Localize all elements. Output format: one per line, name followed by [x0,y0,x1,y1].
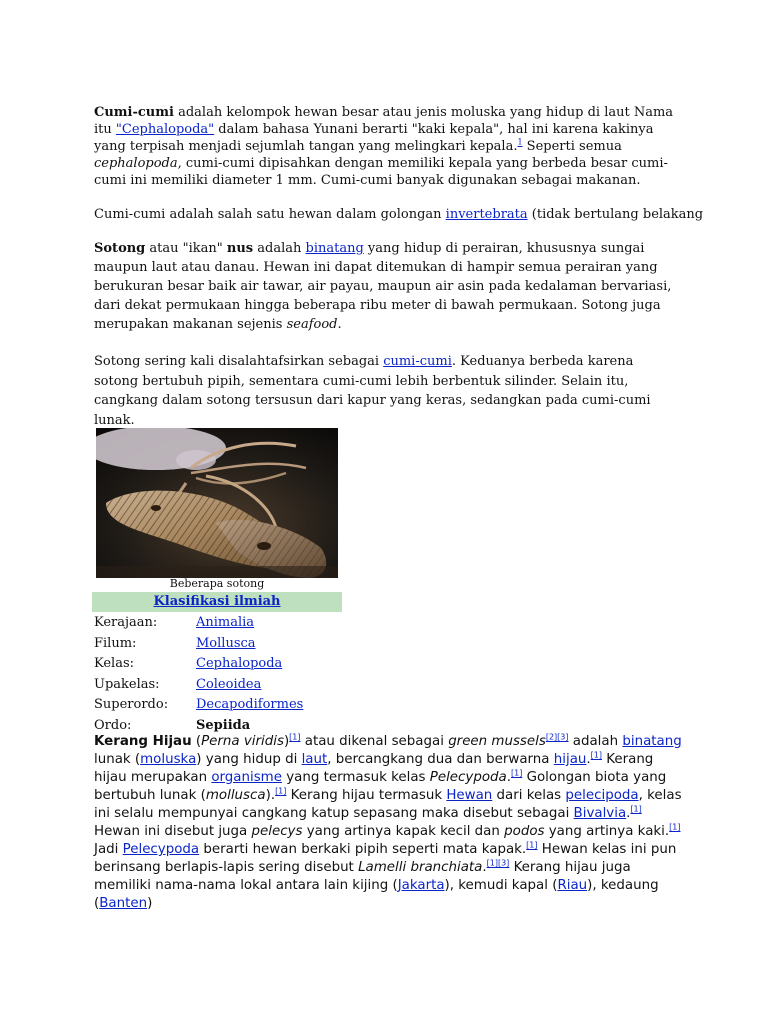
taxonomy-row-upakelas [94,675,354,696]
reference-link[interactable]: [1][3] [486,858,510,868]
text: Kerang hijau juga memiliki nama-nama lokal antara lain kijing ( [94,860,631,893]
italic-text: Perna viridis [201,734,284,749]
reference-link[interactable]: [1] [511,768,523,778]
text: adalah [568,734,623,749]
paragraph-sotong-comparison [94,352,679,430]
link-hewan[interactable]: Hewan [446,788,493,803]
link-cephalopoda[interactable]: "Cephalopoda" [115,122,215,137]
text: Hewan kelas ini pun berinsang berlapis-lapis sering disebut [94,842,677,875]
taxonomy-row-kerajaan [94,613,354,634]
text: . [586,752,591,767]
text: adalah kelompok hewan besar atau jenis moluska yang hidup di laut Nama itu [94,105,674,137]
text: ) [147,896,153,911]
text: ) [283,734,290,749]
reference-link[interactable]: 1 [517,137,523,147]
italic-text: Pelecypoda [429,770,507,785]
term-sotong: Sotong [94,241,146,256]
taxonomy-table [94,613,354,736]
text: , bercangkang dua dan berwarna [327,752,554,767]
text: (tidak bertulang belakang [527,207,704,222]
reference-link[interactable]: [1] [590,750,602,760]
italic-text: podos [504,824,545,839]
taxonomy-key: Upakelas: [94,676,160,692]
link-binatang[interactable]: binatang [622,734,682,749]
reference-link[interactable]: [1] [289,732,301,742]
taxonomy-key: Kelas: [94,656,135,671]
taxonomy-row-filum [94,634,354,655]
link-riau[interactable]: Riau [557,878,588,893]
text: Kerang hijau termasuk [286,788,447,803]
taxonomy-key: Filum: [94,635,137,651]
reference-link[interactable]: [1] [526,840,538,850]
text: , cumi-cumi dipisahkan dengan memiliki kepala yang berbeda besar cumi-cumi ini memiliki diameter 1 mm. Cumi-cumi banyak digunakan sebagai makanan. [94,156,668,188]
text: yang termasuk kelas [281,770,430,785]
photo-caption: Beberapa sotong [169,577,265,590]
term-nus: nus [226,241,254,256]
link-laut[interactable]: laut [301,752,328,767]
text: atau "ikan" [145,241,227,256]
taxonomy-value-link[interactable]: Cephalopoda [196,656,283,671]
text: dari kelas [492,788,566,803]
text: Hewan ini disebut juga [94,824,252,839]
link-hijau[interactable]: hijau [553,752,587,767]
text: yang hidup di perairan, khususnya sungai maupun laut atau danau. Hewan ini dapat ditemukan di hampir semua perairan yang berukuran besar baik air tawar, air payau, maupun air asin pada kedalaman bervariasi, dari dekat permukaan hingga beberapa ribu meter di bawah permukaan. Sotong juga merupakan makanan sejenis [94,241,672,332]
paragraph-invertebrata [94,206,714,223]
link-banten[interactable]: Banten [99,896,148,911]
reference-link[interactable]: [2][3] [545,732,569,742]
taxonomy-row-superordo [94,695,354,716]
term-kerang-hijau: Kerang Hijau [94,734,192,749]
taxonomy-value-link[interactable]: Coleoidea [196,676,262,692]
taxonomy-header [92,592,342,612]
taxonomy-value-link[interactable]: Decapodiformes [196,697,304,712]
taxonomy-row-kelas [94,654,354,675]
link-bivalvia[interactable]: Bivalvia [573,806,627,821]
text: . [337,317,342,332]
italic-text: green mussels [448,734,546,749]
text: . [506,770,511,785]
taxonomy-value: Sepiida [196,717,251,733]
italic-text: pelecys [251,824,303,839]
reference-link[interactable]: [1] [630,804,642,814]
text: Golongan biota yang bertubuh lunak ( [94,770,667,803]
text: ) yang hidup di [196,752,302,767]
taxonomy-value-link[interactable]: Mollusca [196,635,256,651]
reference-link[interactable]: [1] [669,822,681,832]
term-cumi-cumi: Cumi-cumi [94,105,174,120]
italic-text: Lamelli branchiata [358,860,483,875]
link-invertebrata[interactable]: invertebrata [445,207,528,222]
text: Jadi [94,842,123,857]
text: lunak ( [94,752,141,767]
text: atau dikenal sebagai [300,734,449,749]
taxonomy-key: Superordo: [94,697,169,712]
text: Sotong sering kali disalahtafsirkan sebagai [94,354,384,369]
link-organisme[interactable]: organisme [211,770,282,785]
text: Kerang hijau merupakan [94,752,654,785]
taxonomy-key: Ordo: [94,717,132,733]
link-binatang[interactable]: binatang [305,241,364,256]
text: Seperti semua [522,139,622,154]
cuttlefish-photo [96,428,338,578]
link-pelecypoda[interactable]: Pelecypoda [122,842,200,857]
text: berarti hewan berkaki pipih seperti mata kapak. [199,842,527,857]
italic-text: cephalopoda [94,156,178,171]
text: ( [191,734,202,749]
text: ), kedaung ( [94,878,659,911]
paragraph-sotong [94,239,679,334]
text: . Keduanya berbeda karena sotong bertubuh pipih, sementara cumi-cumi lebih berbentuk silinder. Selain itu, cangkang dalam sotong tersusun dari kapur yang keras, sedangkan pada cumi-cumi lunak. [94,354,651,428]
paragraph-cumi-cumi [94,104,679,189]
text: dalam bahasa Yunani berarti "kaki kepala", hal ini karena kakinya yang terpisah menjadi sejumlah tangan yang melingkari kepala. [94,122,654,154]
paragraph-kerang-hijau [94,733,684,913]
text: yang artinya kapak kecil dan [302,824,505,839]
text: ). [265,788,276,803]
text: yang artinya kaki. [544,824,670,839]
taxonomy-header-link[interactable]: Klasifikasi ilmiah [153,594,281,609]
taxonomy-value-link[interactable]: Animalia [196,615,255,630]
text: Cumi-cumi adalah salah satu hewan dalam golongan [94,207,446,222]
text: . [626,806,631,821]
reference-link[interactable]: [1] [275,786,287,796]
text: . [482,860,487,875]
text: , kelas ini selalu mempunyai cangkang katup sepasang maka disebut sebagai [94,788,682,821]
taxonomy-key: Kerajaan: [94,615,158,630]
link-moluska[interactable]: moluska [140,752,197,767]
link-pelecipoda[interactable]: pelecipoda [565,788,639,803]
text: adalah [253,241,306,256]
italic-text: mollusca [205,788,266,803]
italic-text: seafood [286,317,338,332]
link-jakarta[interactable]: Jakarta [397,878,445,893]
text: ), kemudi kapal ( [444,878,558,893]
link-cumi-cumi[interactable]: cumi-cumi [383,354,452,369]
